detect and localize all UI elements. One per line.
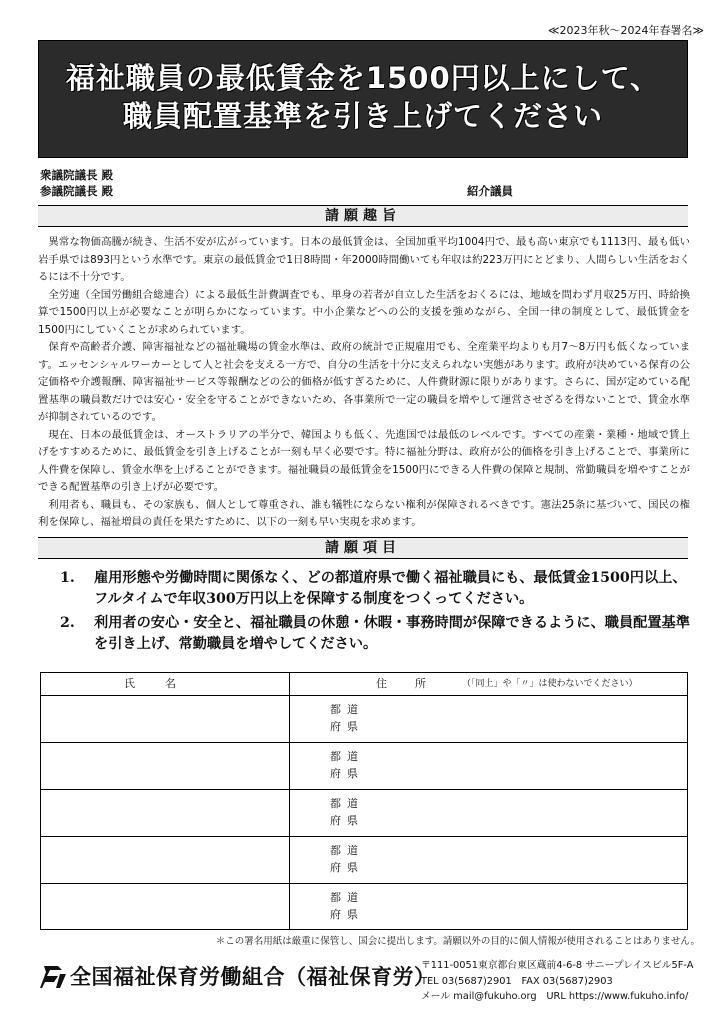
paragraph: 保育や高齢者介護、障害福祉などの福祉職場の賃金水準は、政府の統計で正規雇用でも、全産業平均よりも月7～8万円も低くなっています。エッセンシャルワーカーとして人と社会を支える一方で、自分の生活を十分に支えられない実態があります。政府が決めている保育の公定価格や介護報酬、障害福祉サービス等報酬などの公的価格が低すぎるために、人件費財源に限りがあります。さらに、国が定めている配置基準の職員数だけでは安心・安全を守ることができないため、各事業所で一定の職員を増やして運営させざるを得ないことで、賃金水準が抑制されているのです。 (38, 341, 690, 423)
paragraph: 現在、日本の最低賃金は、オーストラリアの半分で、韓国よりも低く、先進国では最低のレベルです。すべての産業・業種・地域で賃上げをすすめるために、最低賃金を引き上げることが一刻も早く必要です。特に福祉分野は、政府が公的価格を引き上げることで、事業所に人件費を保障し、賃金水準を上げることができます。福祉職員の最低賃金を1500円にできる人件費の保障と規制、常勤職員を増やすことができる配置基準の引き上げが必要です。 (38, 428, 690, 493)
signature-table-header (41, 673, 687, 696)
prefecture-label: 都道 府県 (330, 797, 364, 827)
petition-items-list (60, 568, 700, 658)
address-field[interactable] (290, 696, 687, 742)
section-heading-purpose: 請願趣旨 (38, 205, 688, 227)
signature-row (41, 837, 687, 884)
signature-row (41, 696, 687, 743)
item-text: 利用者の安心・安全と、福祉職員の休憩・休暇・事務時間が保障できるように、職員配置基準を引き上げ、常勤職員を増やしてください。 (94, 615, 690, 652)
addressee-house-of-representatives: 衆議院議長 殿 (40, 168, 114, 182)
addressee-house-of-councillors: 参議院議長 殿 (40, 184, 114, 198)
privacy-footnote: ＊この署名用紙は厳重に保管し、国会に提出します。請願以外の目的に個人情報が使用されることはありません。 (215, 936, 700, 947)
item-number: 1. (60, 570, 75, 586)
organization-logo (40, 961, 436, 991)
address-field[interactable] (290, 884, 687, 929)
address-field[interactable] (290, 743, 687, 789)
introducer-label: 紹介議員 (467, 184, 513, 198)
email-url: メール mail@fukuho.org URL https://www.fukuho.info/ (421, 991, 689, 1002)
paragraph: 全労連（全国労働組合総連合）による最低生計費調査でも、単身の若者が自立した生活をおくるには、地域を問わず月収25万円、時給換算で1500円以上が必要なことが明らかになっています。中小企業などへの公的支援を強めながら、全国一律の制度として、最低賃金を1500円にしていくことが求められています。 (38, 288, 690, 336)
prefecture-label: 都道 府県 (330, 703, 364, 733)
address-header-note: （「同上」や「〃」は使わないでください） (462, 679, 638, 689)
postal-address: 〒111-0051東京都台東区蔵前4-6-8 サニープレイスビル5F-A (421, 960, 694, 971)
address-field[interactable] (290, 837, 687, 883)
item-text: 雇用形態や労働時間に関係なく、どの都道府県で働く福祉職員にも、最低賃金1500円以上、フルタイムで年収300万円以上を保障する制度をつくってください。 (94, 570, 687, 607)
union-logo-icon (40, 962, 66, 990)
section-heading-items: 請願項目 (38, 537, 688, 559)
address-column-header (290, 673, 687, 695)
paragraph: 異常な物価高騰が続き、生活不安が広がっています。日本の最低賃金は、全国加重平均1004円で、最も高い東京でも1113円、最も低い岩手県では893円という水準です。東京の最低賃金で1日8時間・年2000時間働いても年収は約223万円にとどまり、人間らしい生活をおくるには不十分です。 (38, 236, 690, 283)
phone-fax: TEL 03(5687)2901 FAX 03(5687)2903 (421, 975, 613, 987)
signature-row (41, 743, 687, 790)
signature-period-label: ≪2023年秋～2024年春署名≫ (547, 24, 704, 37)
prefecture-label: 都道 府県 (330, 891, 364, 921)
prefecture-label: 都道 府県 (330, 844, 364, 874)
signature-row (41, 790, 687, 837)
name-field[interactable] (41, 884, 290, 929)
prefecture-label: 都道 府県 (330, 750, 364, 780)
title-line-2: 職員配置基準を引き上げてください (122, 99, 603, 133)
petition-item (60, 568, 700, 610)
signature-row (41, 884, 687, 929)
title-banner (38, 40, 688, 158)
name-field[interactable] (41, 743, 290, 789)
address-field[interactable] (290, 790, 687, 836)
petition-item (60, 613, 700, 655)
organization-name: 全国福祉保育労働組合（福祉保育労） (70, 965, 436, 989)
name-column-header: 氏名 (41, 673, 290, 695)
name-field[interactable] (41, 696, 290, 742)
contact-info (421, 958, 693, 1005)
name-field[interactable] (41, 837, 290, 883)
item-number: 2. (60, 615, 75, 631)
signature-table (40, 672, 688, 930)
paragraph: 利用者も、職員も、その家族も、個人として尊重され、誰も犠牲にならない権利が保障されるべきです。憲法25条に基づいて、国民の権利を保障し、福祉増員の責任を果たすために、以下の一刻も早い実現を求めます。 (38, 498, 690, 528)
title-line-1: 福祉職員の最低賃金を1500円以上にして、 (65, 61, 661, 95)
address-header-label: 住所 (376, 677, 454, 690)
name-field[interactable] (41, 790, 290, 836)
petition-purpose-body (38, 234, 690, 532)
